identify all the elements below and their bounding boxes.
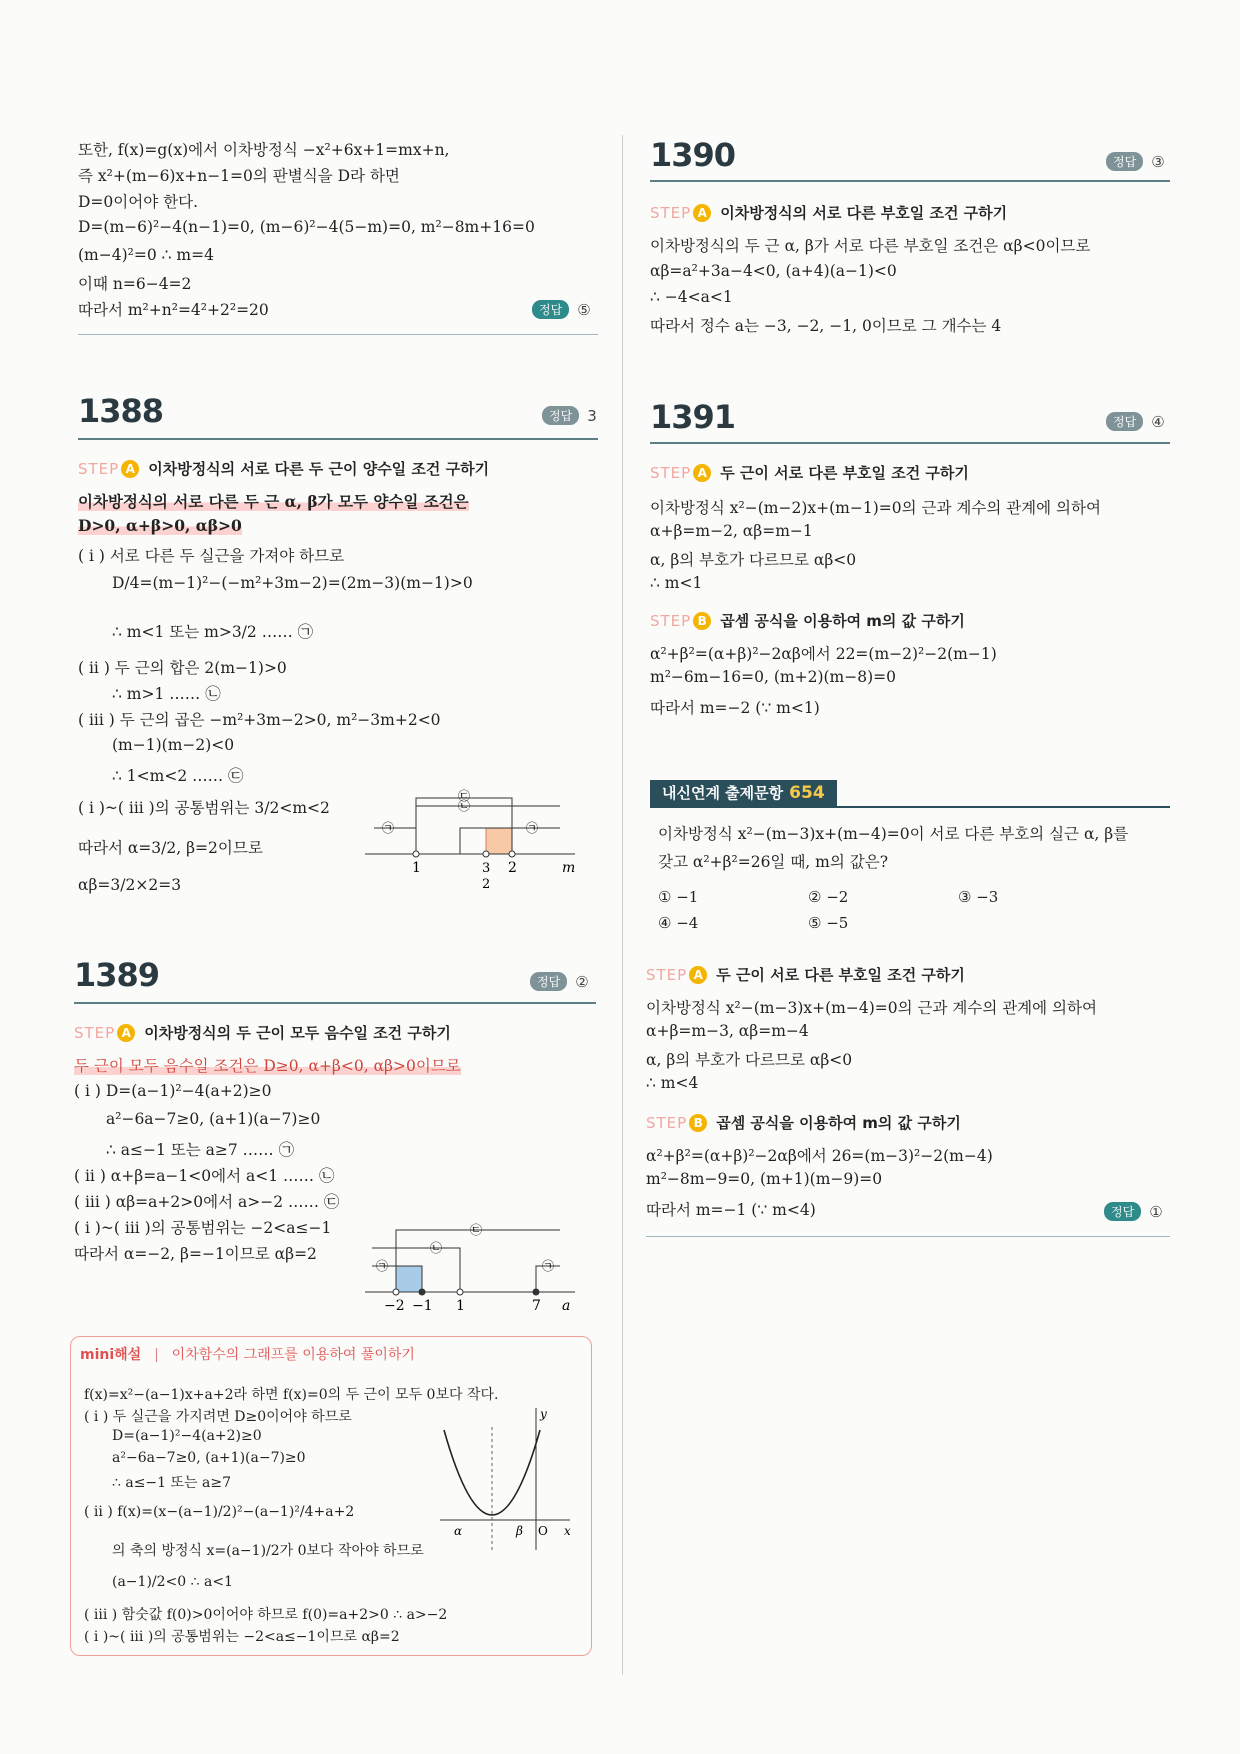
problem-number: 1389 [74, 956, 160, 994]
text-line: D=0이어야 한다. [78, 193, 198, 211]
text-line: 따라서 정수 a는 −3, −2, −1, 0이므로 그 개수는 4 [650, 317, 1002, 335]
step-word: STEP [646, 1113, 688, 1132]
axis-label: y [540, 1407, 547, 1421]
divider [78, 438, 598, 440]
number-line-graph [360, 1216, 590, 1316]
range-mark: ㉠ [376, 1259, 389, 1273]
step-word: STEP [650, 203, 692, 222]
answer-value: ⑤ [577, 300, 591, 319]
text-line: 따라서 α=3/2, β=2이므로 [78, 839, 263, 857]
option: ② −2 [808, 888, 849, 906]
root-label: α [454, 1524, 463, 1538]
text-line: ∴ m<1 또는 m>3/2 …… ㉠ [112, 623, 314, 641]
step-heading [650, 610, 965, 631]
text-line: ( i ) D=(a−1)²−4(a+2)≥0 [74, 1082, 272, 1100]
step-heading [646, 964, 965, 985]
text-line: ( i ) 서로 다른 두 실근을 가져야 하므로 [78, 547, 345, 565]
tick-label: −2 [384, 1298, 405, 1314]
text-line: αβ=3/2×2=3 [78, 876, 182, 894]
text-line: ( i )~( iii )의 공통범위는 3/2<m<2 [78, 799, 330, 817]
text-line: α+β=m−3, αβ=m−4 [646, 1022, 809, 1040]
tick-label: 1 [456, 1298, 465, 1314]
option: ③ −3 [958, 888, 999, 906]
answer-value: ② [575, 972, 589, 991]
text-line: 따라서 α=−2, β=−1이므로 αβ=2 [74, 1245, 317, 1263]
tick-label: 2 [482, 877, 491, 892]
naesin-number: 654 [789, 783, 825, 803]
step-letter: A [693, 204, 711, 222]
root-label: β [516, 1524, 523, 1538]
tick-label: 2 [508, 860, 517, 876]
text-line: D=(m−6)²−4(n−1)=0, (m−6)²−4(5−m)=0, m²−8m+16=0 [78, 218, 535, 236]
step-letter: A [693, 464, 711, 482]
text-line: 이때 n=6−4=2 [78, 275, 192, 293]
step-letter: A [121, 460, 139, 478]
text-line: D=(a−1)²−4(a+2)≥0 [112, 1428, 262, 1444]
step-letter: B [689, 1114, 707, 1132]
answer-tag [542, 406, 597, 425]
divider [650, 442, 1170, 444]
naesin-tab: 내신연계 출제문항 654 [650, 780, 837, 806]
answer-tag [532, 300, 591, 319]
text-line: 이차방정식 x²−(m−3)x+(m−4)=0의 근과 계수의 관계에 의하여 [646, 999, 1097, 1017]
origin-label: O [538, 1524, 548, 1538]
step-letter: A [689, 966, 707, 984]
text-line: D/4=(m−1)²−(−m²+3m−2)=(2m−3)(m−1)>0 [112, 574, 473, 592]
closed-point [419, 1289, 425, 1295]
divider [78, 334, 598, 335]
axis-label: m [562, 860, 576, 876]
text-line: ∴ m<1 [650, 574, 703, 592]
tick-label: 3 [482, 861, 491, 876]
tick-label: 1 [412, 860, 421, 876]
step-title: 이차방정식의 서로 다른 두 근이 양수일 조건 구하기 [148, 460, 490, 478]
answer-value: 3 [587, 406, 597, 425]
text-line: ( iii ) αβ=a+2>0에서 a>−2 …… ㉢ [74, 1193, 340, 1211]
step-title: 이차방정식의 두 근이 모두 음수일 조건 구하기 [144, 1024, 451, 1042]
text-line: ( ii ) 두 근의 합은 2(m−1)>0 [78, 659, 287, 677]
step-word: STEP [78, 459, 120, 478]
common-range-shade [486, 828, 512, 854]
text-line: ( i )~( iii )의 공통범위는 −2<a≤−1 [74, 1219, 332, 1237]
text-line: ∴ m>1 …… ㉡ [112, 685, 221, 703]
problem-number: 1390 [650, 136, 736, 174]
mini-explanation-header: mini해설 | 이차함수의 그래프를 이용하여 풀이하기 [80, 1347, 415, 1363]
step-heading [74, 1022, 451, 1043]
text-line: 이차방정식의 서로 다른 두 근 α, β가 모두 양수일 조건은 [78, 492, 469, 511]
step-word: STEP [646, 965, 688, 984]
answer-badge: 정답 [532, 300, 569, 319]
text-line: α+β=m−2, αβ=m−1 [650, 522, 813, 540]
tick-label: 7 [532, 1298, 541, 1314]
divider [646, 1236, 1170, 1237]
range-line [374, 828, 416, 854]
range-mark: ㉢ [470, 1223, 483, 1237]
text-line: 따라서 m=−2 (∵ m<1) [650, 699, 820, 717]
step-heading [650, 462, 969, 483]
answer-value: ① [1149, 1202, 1163, 1221]
open-point [509, 851, 515, 857]
step-heading [646, 1112, 961, 1133]
step-title: 곱셈 공식을 이용하여 m의 값 구하기 [716, 1114, 961, 1132]
range-mark: ㉠ [526, 821, 539, 835]
step-heading [650, 202, 1007, 223]
text-line: (m−4)²=0 ∴ m=4 [78, 246, 214, 264]
range-mark: ㉠ [382, 821, 395, 835]
text-line: 따라서 m=−1 (∵ m<4) [646, 1201, 816, 1219]
text-line: m²−6m−16=0, (m+2)(m−8)=0 [650, 668, 897, 686]
mini-title: 이차함수의 그래프를 이용하여 풀이하기 [171, 1347, 415, 1363]
text-line: ( ii ) α+β=a−1<0에서 a<1 …… ㉡ [74, 1167, 335, 1185]
text-line: 이차방정식의 두 근 α, β가 서로 다른 부호일 조건은 αβ<0이므로 [650, 237, 1091, 255]
open-point [483, 851, 489, 857]
range-mark: ㉡ [430, 1241, 443, 1255]
text-line: ∴ a≤−1 또는 a≥7 [112, 1475, 232, 1491]
text-line: α, β의 부호가 다르므로 αβ<0 [650, 551, 857, 569]
axis-label: x [564, 1524, 571, 1538]
problem-number: 1388 [78, 392, 164, 430]
column-separator [622, 135, 623, 1675]
divider [650, 180, 1170, 182]
text-line: f(x)=x²−(a−1)x+a+2라 하면 f(x)=0의 두 근이 모두 0보다 작다. [84, 1387, 499, 1403]
text-line: 의 축의 방정식 x=(a−1)/2가 0보다 작아야 하므로 [112, 1543, 424, 1559]
text-line: ( i ) 두 실근을 가지려면 D≥0이어야 하므로 [84, 1409, 352, 1425]
open-point [393, 1289, 399, 1295]
text-line: m²−8m−9=0, (m+1)(m−9)=0 [646, 1170, 883, 1188]
naesin-linked-problem-header [650, 780, 1170, 808]
range-mark: ㉡ [458, 799, 471, 813]
text-line: 즉 x²+(m−6)x+n−1=0의 판별식을 D라 하면 [78, 167, 400, 185]
text-line: ∴ 1<m<2 …… ㉢ [112, 767, 244, 785]
text-line: ( iii ) 두 근의 곱은 −m²+3m−2>0, m²−3m+2<0 [78, 711, 441, 729]
tick-label: −1 [412, 1298, 433, 1314]
text-line: 또한, f(x)=g(x)에서 이차방정식 −x²+6x+1=mx+n, [78, 141, 450, 159]
answer-tag [1106, 412, 1165, 431]
open-point [413, 851, 419, 857]
text-line: ( iii ) 함숫값 f(0)>0이어야 하므로 f(0)=a+2>0 ∴ a>−2 [84, 1607, 448, 1623]
question-line: 갖고 α²+β²=26일 때, m의 값은? [658, 853, 889, 871]
question-line: 이차방정식 x²−(m−3)x+(m−4)=0이 서로 다른 부호의 실근 α, β를 [658, 825, 1129, 843]
answer-badge: 정답 [1104, 1202, 1141, 1221]
text-line: 두 근이 모두 음수일 조건은 D≥0, α+β<0, αβ>0이므로 [74, 1057, 461, 1075]
mini-badge: mini해설 [80, 1347, 142, 1363]
range-mark: ㉠ [542, 1259, 555, 1273]
parabola-graph [430, 1400, 580, 1560]
number-line-graph [360, 788, 590, 898]
common-range-shade [396, 1266, 422, 1292]
text-line: ∴ −4<a<1 [650, 288, 733, 306]
answer-tag [1106, 152, 1165, 171]
text-line: a²−6a−7≥0, (a+1)(a−7)≥0 [112, 1450, 306, 1466]
text-line: α²+β²=(α+β)²−2αβ에서 26=(m−3)²−2(m−4) [646, 1147, 993, 1165]
step-letter: A [117, 1024, 135, 1042]
closed-point [533, 1289, 539, 1295]
divider [74, 1002, 596, 1004]
answer-value: ④ [1151, 412, 1165, 431]
option: ⑤ −5 [808, 914, 849, 932]
answer-badge: 정답 [542, 406, 579, 425]
text-line: ( i )~( iii )의 공통범위는 −2<a≤−1이므로 αβ=2 [84, 1629, 400, 1645]
text-line: ∴ m<4 [646, 1074, 699, 1092]
open-point [457, 1289, 463, 1295]
range-mark: ㉢ [458, 789, 471, 803]
text-line: (m−1)(m−2)<0 [112, 736, 235, 754]
axis-label: a [562, 1298, 571, 1314]
step-title: 곱셈 공식을 이용하여 m의 값 구하기 [720, 612, 965, 630]
text-line: αβ=a²+3a−4<0, (a+4)(a−1)<0 [650, 262, 897, 280]
text-line: ( ii ) f(x)=(x−(a−1)/2)²−(a−1)²/4+a+2 [84, 1504, 355, 1520]
option: ④ −4 [658, 914, 699, 932]
step-title: 두 근이 서로 다른 부호일 조건 구하기 [716, 966, 965, 984]
answer-tag [1104, 1202, 1163, 1221]
text-line: α, β의 부호가 다르므로 αβ<0 [646, 1051, 853, 1069]
step-title: 두 근이 서로 다른 부호일 조건 구하기 [720, 464, 969, 482]
text-line: ∴ a≤−1 또는 a≥7 …… ㉠ [106, 1141, 295, 1159]
text-line: 따라서 m²+n²=4²+2²=20 [78, 301, 269, 319]
option: ① −1 [658, 888, 699, 906]
problem-number: 1391 [650, 398, 736, 436]
step-letter: B [693, 612, 711, 630]
text-line: α²+β²=(α+β)²−2αβ에서 22=(m−2)²−2(m−1) [650, 645, 997, 663]
answer-value: ③ [1151, 152, 1165, 171]
step-title: 이차방정식의 서로 다른 부호일 조건 구하기 [720, 204, 1008, 222]
text-line: (a−1)/2<0 ∴ a<1 [112, 1574, 233, 1590]
answer-tag [530, 972, 589, 991]
step-heading [78, 458, 489, 479]
parabola-curve [444, 1430, 540, 1515]
text-line: 이차방정식 x²−(m−2)x+(m−1)=0의 근과 계수의 관계에 의하여 [650, 499, 1101, 517]
step-word: STEP [650, 463, 692, 482]
answer-badge: 정답 [530, 972, 567, 991]
answer-badge: 정답 [1106, 152, 1143, 171]
text-line: D>0, α+β>0, αβ>0 [78, 516, 242, 535]
step-word: STEP [74, 1023, 116, 1042]
step-word: STEP [650, 611, 692, 630]
text-line: a²−6a−7≥0, (a+1)(a−7)≥0 [106, 1110, 321, 1128]
answer-badge: 정답 [1106, 412, 1143, 431]
